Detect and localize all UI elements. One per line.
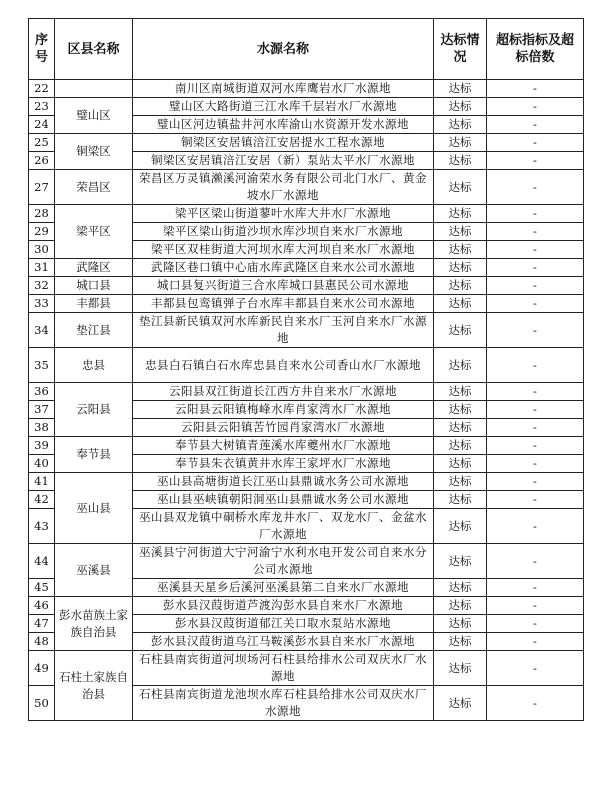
table-row bbox=[29, 80, 584, 98]
row-index: 50 bbox=[29, 686, 55, 721]
row-index: 24 bbox=[29, 116, 55, 134]
source-name-cell: 云阳县双江街道长江西方井自来水厂水源地 bbox=[133, 383, 434, 401]
table-body bbox=[29, 80, 584, 721]
district-cell: 忠县 bbox=[55, 348, 133, 383]
table-row bbox=[29, 277, 584, 295]
row-index: 47 bbox=[29, 615, 55, 633]
district-cell: 垫江县 bbox=[55, 313, 133, 348]
status-cell: 达标 bbox=[434, 134, 487, 152]
source-name-cell: 巫溪县宁河街道大宁河渝宁水利水电开发公司自来水分公司水源地 bbox=[133, 544, 434, 579]
source-name-cell: 梁平区梁山街道蓼叶水库大井水厂水源地 bbox=[133, 205, 434, 223]
exceed-cell: - bbox=[487, 205, 584, 223]
source-name-cell: 彭水县汉葭街道芦渡沟彭水县自来水厂水源地 bbox=[133, 597, 434, 615]
exceed-cell: - bbox=[487, 419, 584, 437]
status-cell: 达标 bbox=[434, 633, 487, 651]
district-cell bbox=[55, 80, 133, 98]
row-index: 31 bbox=[29, 259, 55, 277]
row-index: 26 bbox=[29, 152, 55, 170]
exceed-cell: - bbox=[487, 491, 584, 509]
row-index: 48 bbox=[29, 633, 55, 651]
source-name-cell: 彭水县汉葭街道郁江关口取水泵站水源地 bbox=[133, 615, 434, 633]
row-index: 46 bbox=[29, 597, 55, 615]
exceed-cell: - bbox=[487, 383, 584, 401]
status-cell: 达标 bbox=[434, 116, 487, 134]
table-header-row bbox=[29, 19, 584, 80]
status-cell: 达标 bbox=[434, 686, 487, 721]
district-cell: 铜梁区 bbox=[55, 134, 133, 170]
table-row bbox=[29, 348, 584, 383]
source-name-cell: 南川区南城街道双河水库鹰岩水厂水源地 bbox=[133, 80, 434, 98]
status-cell: 达标 bbox=[434, 241, 487, 259]
exceed-cell: - bbox=[487, 152, 584, 170]
status-cell: 达标 bbox=[434, 473, 487, 491]
exceed-cell: - bbox=[487, 615, 584, 633]
exceed-cell: - bbox=[487, 313, 584, 348]
exceed-cell: - bbox=[487, 295, 584, 313]
status-cell: 达标 bbox=[434, 277, 487, 295]
exceed-cell: - bbox=[487, 473, 584, 491]
header-index: 序号 bbox=[29, 19, 55, 80]
header-district: 区县名称 bbox=[55, 19, 133, 80]
exceed-cell: - bbox=[487, 509, 584, 544]
source-name-cell: 云阳县云阳镇苦竹园肖家湾水厂水源地 bbox=[133, 419, 434, 437]
exceed-cell: - bbox=[487, 80, 584, 98]
row-index: 44 bbox=[29, 544, 55, 579]
district-cell: 奉节县 bbox=[55, 437, 133, 473]
row-index: 38 bbox=[29, 419, 55, 437]
row-index: 45 bbox=[29, 579, 55, 597]
status-cell: 达标 bbox=[434, 579, 487, 597]
status-cell: 达标 bbox=[434, 313, 487, 348]
source-name-cell: 石柱县南宾街道河坝场河石柱县给排水公司双庆水厂水源地 bbox=[133, 651, 434, 686]
exceed-cell: - bbox=[487, 455, 584, 473]
row-index: 43 bbox=[29, 509, 55, 544]
row-index: 34 bbox=[29, 313, 55, 348]
water-source-table bbox=[28, 18, 584, 721]
source-name-cell: 丰都县包鸾镇弹子台水库丰都县自来水公司水源地 bbox=[133, 295, 434, 313]
source-name-cell: 城口县复兴街道三合水库城口县惠民公司水源地 bbox=[133, 277, 434, 295]
source-name-cell: 铜梁区安居镇涪江安居提水工程水源地 bbox=[133, 134, 434, 152]
district-cell: 荣昌区 bbox=[55, 170, 133, 205]
source-name-cell: 奉节县大树镇青莲溪水库夔州水厂水源地 bbox=[133, 437, 434, 455]
header-exceed: 超标指标及超标倍数 bbox=[487, 19, 584, 80]
table-row bbox=[29, 205, 584, 223]
source-name-cell: 璧山区大路街道三江水库千层岩水厂水源地 bbox=[133, 98, 434, 116]
source-name-cell: 石柱县南宾街道龙池坝水库石柱县给排水公司双庆水厂水源地 bbox=[133, 686, 434, 721]
row-index: 41 bbox=[29, 473, 55, 491]
row-index: 33 bbox=[29, 295, 55, 313]
district-cell: 城口县 bbox=[55, 277, 133, 295]
exceed-cell: - bbox=[487, 686, 584, 721]
source-name-cell: 武隆区巷口镇中心庙水库武隆区自来水公司水源地 bbox=[133, 259, 434, 277]
status-cell: 达标 bbox=[434, 152, 487, 170]
exceed-cell: - bbox=[487, 223, 584, 241]
status-cell: 达标 bbox=[434, 651, 487, 686]
exceed-cell: - bbox=[487, 544, 584, 579]
table-row bbox=[29, 170, 584, 205]
status-cell: 达标 bbox=[434, 491, 487, 509]
exceed-cell: - bbox=[487, 259, 584, 277]
status-cell: 达标 bbox=[434, 544, 487, 579]
row-index: 27 bbox=[29, 170, 55, 205]
table-row bbox=[29, 383, 584, 401]
table-row bbox=[29, 259, 584, 277]
status-cell: 达标 bbox=[434, 615, 487, 633]
exceed-cell: - bbox=[487, 633, 584, 651]
row-index: 30 bbox=[29, 241, 55, 259]
district-cell: 梁平区 bbox=[55, 205, 133, 259]
exceed-cell: - bbox=[487, 241, 584, 259]
district-cell: 彭水苗族土家族自治县 bbox=[55, 597, 133, 651]
source-name-cell: 梁平区梁山街道沙坝水库沙坝自来水厂水源地 bbox=[133, 223, 434, 241]
district-cell: 石柱土家族自治县 bbox=[55, 651, 133, 721]
source-name-cell: 忠县白石镇白石水库忠县自来水公司香山水厂水源地 bbox=[133, 348, 434, 383]
status-cell: 达标 bbox=[434, 597, 487, 615]
exceed-cell: - bbox=[487, 277, 584, 295]
status-cell: 达标 bbox=[434, 170, 487, 205]
row-index: 28 bbox=[29, 205, 55, 223]
district-cell: 巫溪县 bbox=[55, 544, 133, 597]
exceed-cell: - bbox=[487, 348, 584, 383]
status-cell: 达标 bbox=[434, 80, 487, 98]
source-name-cell: 铜梁区安居镇涪江安居（新）泵站太平水厂水源地 bbox=[133, 152, 434, 170]
status-cell: 达标 bbox=[434, 455, 487, 473]
status-cell: 达标 bbox=[434, 401, 487, 419]
table-row bbox=[29, 295, 584, 313]
exceed-cell: - bbox=[487, 437, 584, 455]
header-source: 水源名称 bbox=[133, 19, 434, 80]
status-cell: 达标 bbox=[434, 437, 487, 455]
status-cell: 达标 bbox=[434, 259, 487, 277]
row-index: 25 bbox=[29, 134, 55, 152]
row-index: 29 bbox=[29, 223, 55, 241]
row-index: 39 bbox=[29, 437, 55, 455]
district-cell: 云阳县 bbox=[55, 383, 133, 437]
row-index: 23 bbox=[29, 98, 55, 116]
source-name-cell: 璧山区河边镇盐井河水库渝山水资源开发水源地 bbox=[133, 116, 434, 134]
exceed-cell: - bbox=[487, 98, 584, 116]
status-cell: 达标 bbox=[434, 383, 487, 401]
district-cell: 武隆区 bbox=[55, 259, 133, 277]
exceed-cell: - bbox=[487, 651, 584, 686]
row-index: 40 bbox=[29, 455, 55, 473]
exceed-cell: - bbox=[487, 597, 584, 615]
table-row bbox=[29, 98, 584, 116]
status-cell: 达标 bbox=[434, 205, 487, 223]
source-name-cell: 巫山县高塘街道长江巫山县鼎诚水务公司水源地 bbox=[133, 473, 434, 491]
table-row bbox=[29, 134, 584, 152]
source-name-cell: 巫山县双龙镇中硐桥水库龙井水厂、双龙水厂、金盆水厂水源地 bbox=[133, 509, 434, 544]
table-row bbox=[29, 544, 584, 579]
district-cell: 丰都县 bbox=[55, 295, 133, 313]
source-name-cell: 云阳县云阳镇梅峰水库肖家湾水厂水源地 bbox=[133, 401, 434, 419]
status-cell: 达标 bbox=[434, 295, 487, 313]
row-index: 37 bbox=[29, 401, 55, 419]
source-name-cell: 垫江县新民镇双河水库新民自来水厂玉河自来水厂水源地 bbox=[133, 313, 434, 348]
row-index: 42 bbox=[29, 491, 55, 509]
status-cell: 达标 bbox=[434, 348, 487, 383]
status-cell: 达标 bbox=[434, 98, 487, 116]
source-name-cell: 梁平区双桂街道大河坝水库大河坝自来水厂水源地 bbox=[133, 241, 434, 259]
row-index: 22 bbox=[29, 80, 55, 98]
exceed-cell: - bbox=[487, 116, 584, 134]
table-row bbox=[29, 473, 584, 491]
table-row bbox=[29, 313, 584, 348]
district-cell: 巫山县 bbox=[55, 473, 133, 544]
table-row bbox=[29, 437, 584, 455]
row-index: 35 bbox=[29, 348, 55, 383]
district-cell: 璧山区 bbox=[55, 98, 133, 134]
exceed-cell: - bbox=[487, 134, 584, 152]
row-index: 49 bbox=[29, 651, 55, 686]
exceed-cell: - bbox=[487, 170, 584, 205]
table-row bbox=[29, 597, 584, 615]
source-name-cell: 巫山县巫峡镇朝阳洞巫山县鼎诚水务公司水源地 bbox=[133, 491, 434, 509]
status-cell: 达标 bbox=[434, 419, 487, 437]
source-name-cell: 奉节县朱衣镇黄井水库王家坪水厂水源地 bbox=[133, 455, 434, 473]
row-index: 32 bbox=[29, 277, 55, 295]
header-status: 达标情况 bbox=[434, 19, 487, 80]
source-name-cell: 荣昌区万灵镇濑溪河渝荣水务有限公司北门水厂、黄金坡水厂水源地 bbox=[133, 170, 434, 205]
status-cell: 达标 bbox=[434, 223, 487, 241]
row-index: 36 bbox=[29, 383, 55, 401]
exceed-cell: - bbox=[487, 401, 584, 419]
table-row bbox=[29, 651, 584, 686]
status-cell: 达标 bbox=[434, 509, 487, 544]
source-name-cell: 巫溪县天星乡后溪河巫溪县第二自来水厂水源地 bbox=[133, 579, 434, 597]
source-name-cell: 彭水县汉葭街道乌江马鞍溪彭水县自来水厂水源地 bbox=[133, 633, 434, 651]
exceed-cell: - bbox=[487, 579, 584, 597]
